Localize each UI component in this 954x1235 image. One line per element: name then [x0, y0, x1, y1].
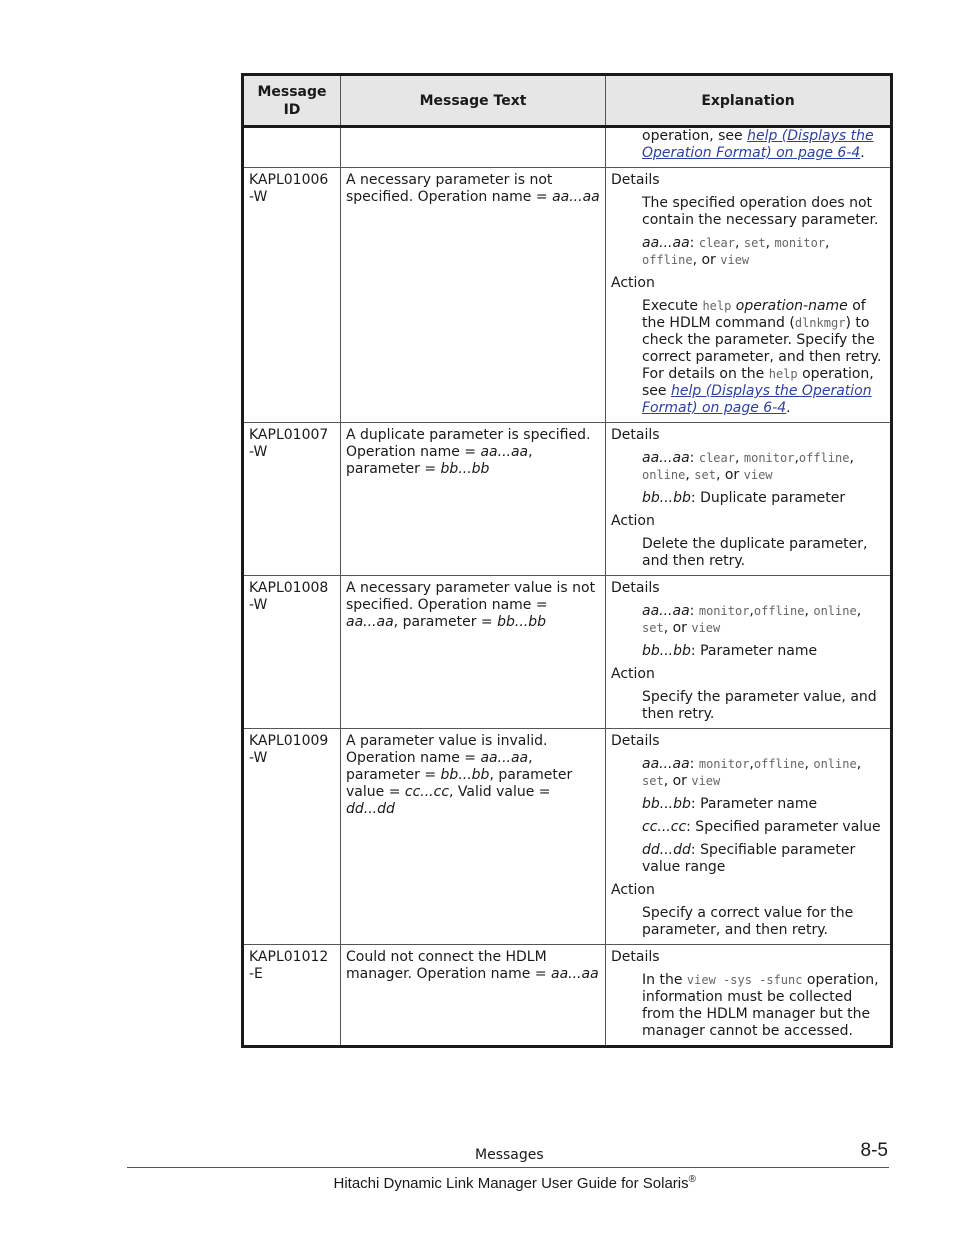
value-code: monitor: [774, 236, 826, 250]
value-code: offline: [753, 604, 805, 618]
action-var: operation-name: [735, 298, 848, 314]
details-param: [642, 643, 885, 660]
value-code: offline: [798, 451, 850, 465]
details-code: view -sys -sfunc: [686, 973, 803, 987]
action-end: .: [786, 400, 791, 416]
message-text-a: Could not connect the HDLM manager. Operation name =: [346, 949, 551, 982]
message-var-a: aa...aa: [552, 189, 600, 205]
message-text: [341, 945, 606, 1047]
details-text: The specified operation does not contain the necessary parameter.: [642, 195, 879, 228]
action-text: [642, 298, 885, 417]
message-var-d: dd...dd: [346, 801, 395, 817]
cell-text-empty: [341, 127, 606, 168]
details-values: aa...aa: monitor,offline, online, set, or view: [642, 603, 862, 636]
or-text: , or: [663, 773, 692, 789]
message-id: KAPL01007 -W: [243, 423, 341, 576]
or-text: , or: [692, 252, 721, 268]
message-var-b: bb...bb: [497, 614, 547, 630]
details-values: aa...aa: clear, set, monitor, offline, or view: [642, 235, 830, 268]
value-code: monitor: [698, 604, 750, 618]
action-text: Delete the duplicate parameter, and then retry.: [642, 536, 868, 569]
details-label: Details: [611, 427, 660, 443]
or-text: , or: [715, 467, 744, 483]
page-number: 8-5: [860, 1140, 888, 1161]
value-code: set: [642, 774, 664, 788]
table-header-row: [243, 75, 892, 127]
explanation: [606, 168, 892, 423]
footer-divider: [127, 1167, 889, 1168]
details-var: dd...dd: [642, 842, 691, 858]
table-row: [243, 729, 892, 945]
details-param: [642, 842, 885, 876]
footer-title-text: Hitachi Dynamic Link Manager User Guide for Solaris: [333, 1175, 689, 1192]
details-text: [642, 972, 885, 1040]
message-id: KAPL01006 -W: [243, 168, 341, 423]
table-row: [243, 423, 892, 576]
action-text: Specify a correct value for the parameter, and then retry.: [642, 905, 854, 938]
value-code: view: [691, 621, 721, 635]
footer-section-name: Messages: [475, 1147, 544, 1163]
cell-explanation-continued: [606, 127, 892, 168]
value-code: set: [642, 621, 664, 635]
message-var-a: aa...aa: [346, 614, 394, 630]
explanation: [606, 423, 892, 576]
value-code: online: [642, 468, 686, 482]
message-var-b: bb...bb: [440, 767, 490, 783]
message-id: KAPL01008 -W: [243, 576, 341, 729]
message-var-c: cc...cc: [404, 784, 450, 800]
message-text: [341, 729, 606, 945]
message-text-a: A duplicate parameter is specified. Operation name =: [346, 427, 591, 460]
action-mid: of the HDLM command (: [642, 298, 866, 331]
details-var: cc...cc: [642, 819, 687, 835]
action-label: Action: [611, 666, 655, 682]
details-param-text: : Specified parameter value: [686, 819, 881, 835]
value-code: view: [720, 253, 750, 267]
action-code: dlnkmgr: [794, 316, 846, 330]
value-code: clear: [698, 451, 735, 465]
message-var-a: aa...aa: [551, 966, 599, 982]
action-see: operation, see: [642, 366, 874, 399]
details-var: bb...bb: [642, 796, 691, 812]
details-var: bb...bb: [642, 490, 691, 506]
table-row: [243, 576, 892, 729]
action-post: ) to check the parameter. Specify the correct parameter, and then retry. For details on the: [642, 315, 882, 382]
value-code: online: [813, 604, 857, 618]
action-link[interactable]: help (Displays the Operation Format) on page 6-4: [642, 383, 872, 416]
value-code: offline: [642, 253, 693, 267]
header-explanation: Explanation: [606, 75, 892, 127]
action-label: Action: [611, 513, 655, 529]
details-param-text: : Specifiable parameter value range: [642, 842, 856, 875]
details-var: aa...aa: [642, 756, 690, 772]
message-text-a: A parameter value is invalid. Operation name =: [346, 733, 548, 766]
details-label: Details: [611, 733, 660, 749]
value-code: view: [743, 468, 773, 482]
action-code: help: [702, 299, 732, 313]
action-text: Specify the parameter value, and then retry.: [642, 689, 877, 722]
message-var-b: bb...bb: [440, 461, 490, 477]
continuation-link[interactable]: help (Displays the Operation Format) on page 6-4: [642, 128, 874, 161]
value-code: monitor: [743, 451, 795, 465]
cell-id-empty: [243, 127, 341, 168]
continuation-suffix: .: [860, 145, 865, 161]
details-label: Details: [611, 172, 660, 188]
details-label: Details: [611, 949, 660, 965]
table-row: [243, 945, 892, 1047]
registered-mark: ®: [688, 1174, 696, 1185]
message-id: KAPL01009 -W: [243, 729, 341, 945]
details-values: aa...aa: clear, monitor,offline, online, set, or view: [642, 450, 854, 483]
details-var: aa...aa: [642, 603, 690, 619]
value-code: clear: [698, 236, 735, 250]
details-param: [642, 490, 885, 507]
action-pre: Execute: [642, 298, 703, 314]
header-message-id: Message ID: [243, 75, 341, 127]
details-label: Details: [611, 580, 660, 596]
message-text: [341, 423, 606, 576]
action-label: Action: [611, 275, 655, 291]
details-param: [642, 819, 885, 836]
explanation: [606, 945, 892, 1047]
value-code: set: [743, 236, 766, 250]
message-text-d: , Valid value =: [449, 784, 551, 800]
message-var-a: aa...aa: [480, 750, 529, 766]
message-id: KAPL01012 -E: [243, 945, 341, 1047]
value-code: online: [813, 757, 857, 771]
message-table: [241, 73, 893, 1048]
details-post: operation, information must be collected from the HDLM manager but the manager cannot be accessed.: [642, 972, 879, 1039]
table-row-continuation: [243, 127, 892, 168]
value-code: monitor: [698, 757, 750, 771]
or-text: , or: [663, 620, 692, 636]
table-row: [243, 168, 892, 423]
header-message-text: Message Text: [341, 75, 606, 127]
details-var: bb...bb: [642, 643, 691, 659]
details-var: aa...aa: [642, 235, 690, 251]
continuation-prefix: operation, see: [642, 128, 748, 144]
message-text-a: A necessary parameter is not specified. Operation name =: [346, 172, 553, 205]
footer-document-title: [333, 1171, 696, 1192]
details-pre: In the: [642, 972, 687, 988]
message-text: [341, 168, 606, 423]
message-text: [341, 576, 606, 729]
message-var-a: aa...aa: [480, 444, 529, 460]
details-param-text: : Duplicate parameter: [690, 490, 846, 506]
message-text-c: , parameter value =: [346, 767, 573, 800]
message-text-b: , parameter =: [346, 444, 533, 477]
explanation: [606, 729, 892, 945]
explanation: [606, 576, 892, 729]
details-param: [642, 796, 885, 813]
action-label: Action: [611, 882, 655, 898]
details-values: aa...aa: monitor,offline, online, set, or view: [642, 756, 862, 789]
details-var: aa...aa: [642, 450, 690, 466]
message-text-b: , parameter =: [346, 750, 533, 783]
details-param-text: : Parameter name: [690, 796, 818, 812]
value-code: set: [694, 468, 716, 482]
message-text-b: , parameter =: [393, 614, 498, 630]
message-text-a: A necessary parameter value is not specified. Operation name =: [346, 580, 596, 613]
value-code: view: [691, 774, 721, 788]
details-param-text: : Parameter name: [690, 643, 818, 659]
value-code: offline: [753, 757, 805, 771]
action-code: help: [768, 367, 798, 381]
